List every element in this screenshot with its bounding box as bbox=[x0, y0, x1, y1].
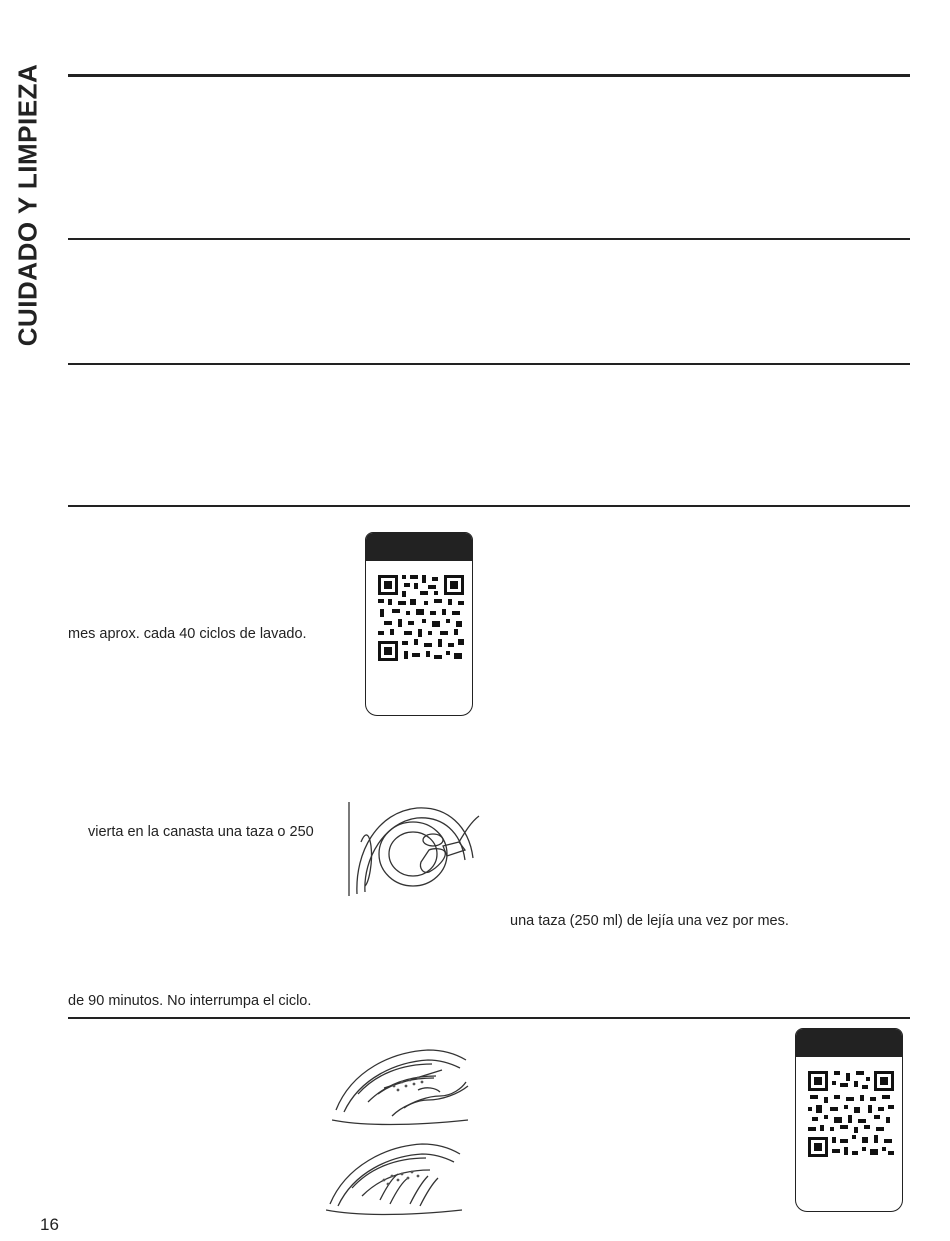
washer-drum-illustration bbox=[347, 802, 482, 896]
qr-code-card[interactable] bbox=[795, 1028, 903, 1212]
section-title-text: CUIDADO Y LIMPIEZA bbox=[12, 63, 43, 347]
section-divider bbox=[68, 74, 910, 77]
qr-code-icon bbox=[376, 573, 466, 663]
body-text-line: una taza (250 ml) de lejía una vez por mes. bbox=[510, 913, 789, 929]
body-text-line: mes aprox. cada 40 ciclos de lavado. bbox=[68, 626, 307, 642]
section-side-title bbox=[8, 30, 48, 380]
section-divider bbox=[68, 1017, 910, 1019]
gasket-cleaning-illustration bbox=[326, 1130, 464, 1216]
qr-code-icon bbox=[806, 1069, 896, 1159]
section-divider bbox=[68, 505, 910, 507]
gasket-cleaning-illustration bbox=[332, 1030, 470, 1126]
section-divider bbox=[68, 363, 910, 365]
qr-code-card[interactable] bbox=[365, 532, 473, 716]
section-divider bbox=[68, 238, 910, 240]
body-text-line: vierta en la canasta una taza o 250 bbox=[88, 824, 314, 840]
qr-card-header-band bbox=[366, 533, 472, 561]
qr-card-header-band bbox=[796, 1029, 902, 1057]
body-text-line: de 90 minutos. No interrumpa el ciclo. bbox=[68, 993, 312, 1009]
page-number: 16 bbox=[40, 1215, 59, 1234]
